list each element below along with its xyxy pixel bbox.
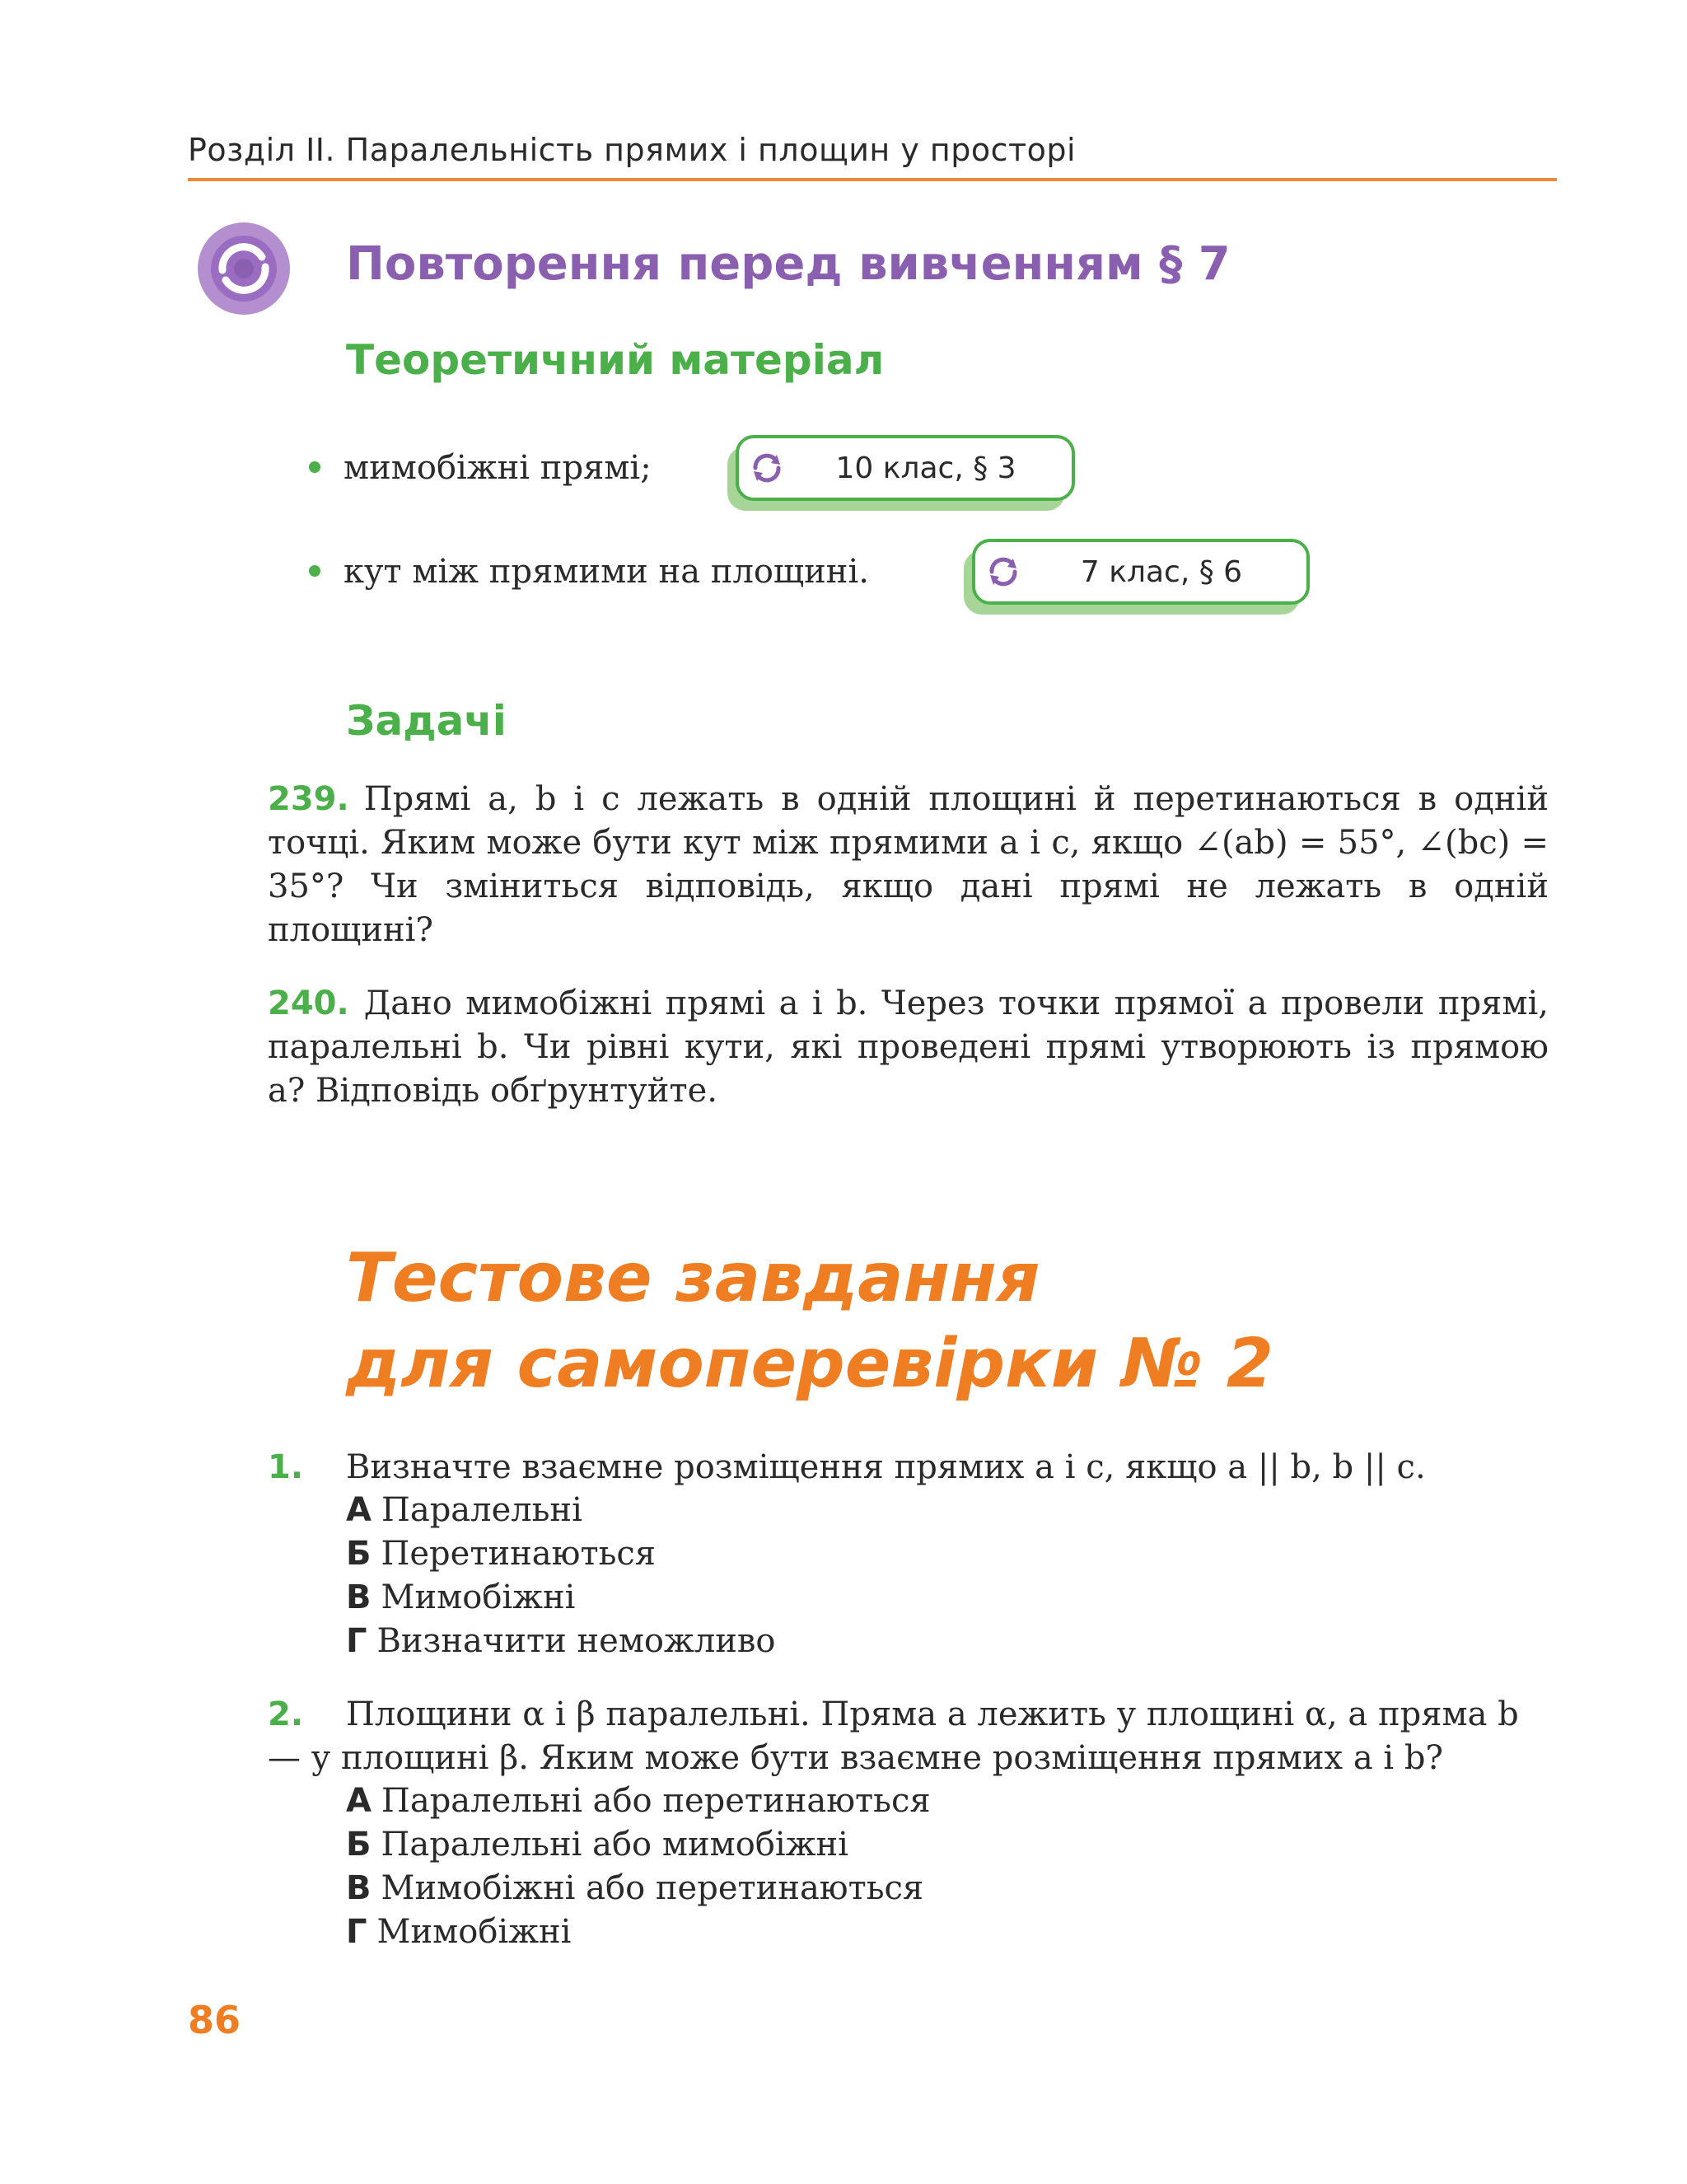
question-text: Площини α і β паралельні. Пряма a лежить у площині α, а пряма b — у площині β. Яким може бути взаємне розміщення прямих a і b?: [268, 1695, 1519, 1777]
answer-option[interactable]: [346, 1620, 775, 1663]
option-letter: Б: [346, 1535, 372, 1573]
bullet-icon: [309, 565, 320, 577]
answer-option[interactable]: [346, 1489, 582, 1532]
option-letter: В: [346, 1578, 372, 1616]
reference-label: 7 клас, § 6: [1080, 554, 1243, 589]
problem-text: Прямі a, b і c лежать в одній площині й перетинаються в одній точці. Яким може бути кут між прямими a і c, якщо ∠(ab) = 55°, ∠(bc) = 35°? Чи зміниться відповідь, якщо дані прямі не лежать в одній площині?: [268, 780, 1549, 949]
theory-item-text: кут між прямими на площині.: [343, 553, 869, 591]
option-text: Мимобіжні або перетинаються: [381, 1869, 924, 1907]
option-letter: Г: [346, 1913, 367, 1951]
option-text: Мимобіжні: [376, 1913, 572, 1951]
problem-text: Дано мимобіжні прямі a і b. Через точки прямої a провели прямі, паралельні b. Чи рівні кути, які проведені прямі утворюють із прямою a? Відповідь обґрунтуйте.: [268, 984, 1549, 1110]
question-2: [268, 1693, 1549, 1780]
section-title: Повторення перед вивченням § 7: [346, 237, 1231, 291]
header-divider: [188, 178, 1557, 181]
answer-option[interactable]: [346, 1532, 656, 1576]
question-text: Визначте взаємне розміщення прямих a і c, якщо a || b, b || c.: [346, 1448, 1426, 1486]
test-title-line: Тестове завдання: [346, 1239, 1040, 1317]
answer-option[interactable]: [346, 1779, 931, 1823]
option-text: Паралельні: [381, 1491, 582, 1529]
option-letter: А: [346, 1491, 372, 1529]
option-text: Перетинаються: [381, 1535, 656, 1573]
problem-239: [268, 778, 1549, 952]
theory-item-text: мимобіжні прямі;: [343, 449, 652, 487]
option-letter: В: [346, 1869, 372, 1907]
option-text: Визначити неможливо: [376, 1622, 776, 1660]
reference-link[interactable]: [736, 435, 1075, 501]
option-text: Паралельні або перетинаються: [381, 1782, 931, 1820]
theory-heading: Теоретичний матеріал: [346, 336, 885, 384]
answer-option[interactable]: [346, 1867, 923, 1910]
option-text: Мимобіжні: [381, 1578, 576, 1616]
option-letter: Б: [346, 1826, 372, 1864]
problem-240: [268, 982, 1549, 1113]
answer-option[interactable]: [346, 1823, 848, 1867]
problem-number: 240.: [268, 984, 349, 1022]
answer-option[interactable]: [346, 1910, 571, 1954]
reference-link[interactable]: [972, 539, 1310, 605]
question-number: 1.: [268, 1448, 304, 1486]
problem-number: 239.: [268, 780, 349, 818]
reference-label: 10 клас, § 3: [835, 451, 1016, 485]
repeat-cycle-icon: [198, 222, 290, 315]
test-title-line: для самоперевірки № 2: [346, 1325, 1273, 1403]
problems-heading: Задачі: [346, 697, 507, 745]
question-number: 2.: [268, 1695, 304, 1733]
option-letter: А: [346, 1782, 372, 1820]
answer-option[interactable]: [346, 1576, 575, 1620]
question-1: [268, 1446, 1549, 1490]
option-text: Паралельні або мимобіжні: [381, 1826, 848, 1864]
bullet-icon: [309, 461, 320, 473]
page-number: 86: [188, 1998, 241, 2042]
theory-item: [309, 553, 869, 591]
theory-item: [309, 449, 652, 487]
test-title: [346, 1236, 1273, 1407]
option-letter: Г: [346, 1622, 367, 1660]
running-header: Розділ ІІ. Паралельність прямих і площин у просторі: [188, 132, 1077, 168]
